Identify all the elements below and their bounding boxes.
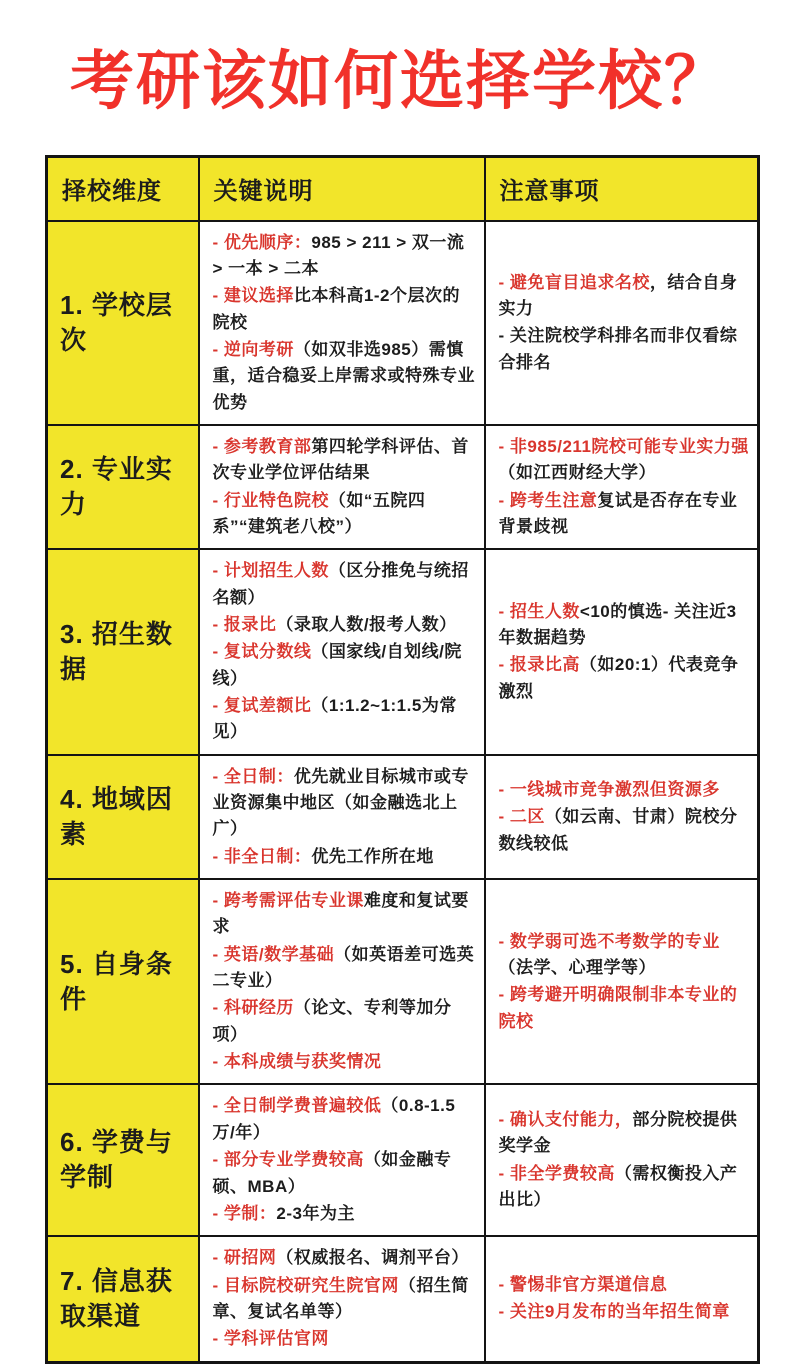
- dimension-cell: 6. 学费与学制: [47, 1084, 199, 1236]
- table-row: [47, 221, 759, 425]
- key-explanation-cell: [199, 549, 485, 754]
- dimension-cell: 5. 自身条件: [47, 879, 199, 1084]
- highlight-text: - 计划招生人数: [212, 561, 329, 581]
- cautions-cell: [485, 549, 759, 754]
- highlight-text: - 学科评估官网: [212, 1329, 329, 1349]
- bullet-item: [499, 323, 750, 376]
- highlight-text: - 参考教育部: [212, 436, 312, 456]
- body-text: 部分院校提供奖学金: [498, 1110, 738, 1156]
- highlight-text: - 招生人数: [498, 601, 580, 621]
- bullet-item: [499, 1299, 750, 1325]
- body-text: 优先就业目标城市或专业资源集中地区（如金融选北上广）: [212, 766, 469, 839]
- bullet-item: [499, 929, 750, 982]
- highlight-text: - 研招网: [212, 1248, 277, 1268]
- cautions-cell: [485, 1236, 759, 1362]
- body-text: （1:1.2~1:1.5为常见）: [212, 696, 457, 742]
- highlight-text: - 避免盲目追求名校: [498, 272, 650, 292]
- body-text: 比本科高1-2个层次的院校: [212, 286, 460, 332]
- table-row: [47, 755, 759, 879]
- body-text: <10的慎选- 关注近3年数据趋势: [498, 601, 737, 648]
- bullet-item: [499, 270, 750, 323]
- highlight-text: - 二区: [498, 807, 545, 827]
- bullet-item: [213, 844, 476, 870]
- highlight-text: - 复试分数线: [212, 642, 312, 662]
- highlight-text: - 复试差额比: [212, 696, 312, 715]
- bullet-item: [499, 652, 750, 705]
- key-explanation-cell: [199, 221, 485, 425]
- highlight-text: - 确认支付能力，: [498, 1110, 633, 1130]
- highlight-text: - 警惕非官方渠道信息: [498, 1275, 668, 1295]
- bullet-item: [213, 1049, 476, 1075]
- body-text: 第四轮学科评估、首次专业学位评估结果: [212, 436, 469, 483]
- body-text: ，结合自身实力: [498, 272, 738, 318]
- highlight-text: - 学制：: [212, 1203, 277, 1223]
- bullet-item: [213, 995, 476, 1048]
- dimension-cell: 3. 招生数据: [47, 549, 199, 754]
- highlight-text: - 行业特色院校: [212, 490, 329, 510]
- body-text: （如双非选985）需慎重，适合稳妥上岸需求或特殊专业优势: [212, 339, 475, 412]
- table-row: [47, 549, 759, 754]
- header-cautions: 注意事项: [485, 157, 759, 221]
- body-text: （如江西财经大学）: [498, 463, 656, 483]
- highlight-text: - 非全学费较高: [498, 1163, 615, 1183]
- dimension-cell: 2. 专业实力: [47, 425, 199, 549]
- page-title: 考研该如何选择学校？: [70, 45, 730, 117]
- bullet-item: [213, 764, 476, 843]
- bullet-item: [213, 1147, 476, 1200]
- highlight-text: - 报录比: [212, 614, 277, 634]
- key-explanation-cell: [199, 755, 485, 879]
- dimension-cell: 1. 学校层次: [47, 221, 199, 425]
- cautions-cell: [485, 221, 759, 425]
- bullet-item: [213, 693, 476, 746]
- bullet-item: [499, 599, 750, 652]
- bullet-item: [213, 1201, 476, 1227]
- bullet-item: [213, 337, 476, 416]
- bullet-item: [213, 558, 476, 611]
- highlight-text: - 关注9月发布的当年招生简章: [498, 1302, 730, 1322]
- table-header-row: [47, 157, 759, 221]
- bullet-item: [213, 1245, 476, 1271]
- body-text: （如英语差可选英二专业）: [212, 944, 475, 991]
- bullet-item: [213, 488, 476, 541]
- body-text: （如20:1）代表竞争激烈: [498, 655, 739, 701]
- body-text: （权威报名、调剂平台）: [276, 1248, 469, 1268]
- bullet-item: [499, 1272, 750, 1298]
- bullet-item: [499, 804, 750, 857]
- bullet-item: [213, 639, 476, 692]
- bullet-item: [213, 942, 476, 995]
- bullet-item: [213, 1326, 476, 1352]
- body-text: 优先工作所在地: [311, 846, 434, 866]
- cautions-cell: [485, 879, 759, 1084]
- key-explanation-cell: [199, 1236, 485, 1362]
- highlight-text: - 科研经历: [212, 998, 294, 1018]
- table-row: [47, 425, 759, 549]
- bullet-item: [213, 1273, 476, 1326]
- key-explanation-cell: [199, 425, 485, 549]
- body-text: 985 > 211 > 双一流 > 一本 > 二本: [212, 232, 465, 278]
- highlight-text: - 英语/数学基础: [212, 944, 335, 964]
- body-text: （论文、专利等加分项）: [212, 998, 452, 1044]
- highlight-text: - 跨考需评估专业课: [212, 891, 364, 911]
- bullet-item: [499, 488, 750, 541]
- highlight-text: - 报录比高: [498, 655, 580, 675]
- body-text: （录取人数/报考人数）: [276, 614, 457, 634]
- bullet-item: [213, 1093, 476, 1146]
- body-text: （法学、心理学等）: [498, 957, 656, 977]
- highlight-text: - 跨考避开明确限制非本专业的院校: [498, 985, 738, 1031]
- cautions-cell: [485, 1084, 759, 1236]
- body-text: （0.8-1.5万/年）: [212, 1096, 456, 1142]
- table-row: [47, 879, 759, 1084]
- body-text: （如金融专硕、MBA）: [212, 1150, 452, 1196]
- body-text: 2-3年为主: [276, 1203, 355, 1223]
- highlight-text: - 全日制学费普遍较低: [212, 1096, 382, 1116]
- body-text: （如“五院四系”“建筑老八校”）: [212, 490, 426, 536]
- table-body: [47, 221, 759, 1363]
- table-row: [47, 1084, 759, 1236]
- bullet-item: [499, 1107, 750, 1160]
- highlight-text: - 跨考生注意: [498, 490, 598, 510]
- highlight-text: - 建议选择: [212, 286, 294, 306]
- bullet-item: [213, 283, 476, 336]
- highlight-text: - 非985/211院校可能专业实力强: [498, 436, 749, 456]
- bullet-item: [499, 1161, 750, 1214]
- bullet-item: [499, 777, 750, 803]
- dimension-cell: 7. 信息获取渠道: [47, 1236, 199, 1362]
- highlight-text: - 全日制：: [212, 766, 294, 786]
- body-text: （区分推免与统招名额）: [212, 561, 469, 607]
- table-row: [47, 1236, 759, 1362]
- bullet-item: [499, 982, 750, 1035]
- bullet-item: [499, 434, 750, 487]
- key-explanation-cell: [199, 879, 485, 1084]
- highlight-text: - 非全日制：: [212, 846, 312, 866]
- body-text: （需权衡投入产出比）: [498, 1163, 738, 1210]
- highlight-text: - 优先顺序：: [212, 232, 312, 252]
- bullet-item: [213, 612, 476, 638]
- highlight-text: - 一线城市竞争激烈但资源多: [498, 779, 720, 799]
- body-text: 复试是否存在专业背景歧视: [498, 490, 738, 536]
- body-text: 难度和复试要求: [212, 891, 469, 937]
- school-selection-table: [45, 155, 760, 1364]
- bullet-item: [213, 230, 476, 283]
- highlight-text: - 本科成绩与获奖情况: [212, 1052, 382, 1072]
- cautions-cell: [485, 425, 759, 549]
- body-text: （如云南、甘肃）院校分数线较低: [498, 807, 738, 853]
- highlight-text: - 数学弱可选不考数学的专业: [498, 931, 720, 951]
- dimension-cell: 4. 地域因素: [47, 755, 199, 879]
- highlight-text: - 部分专业学费较高: [212, 1150, 364, 1170]
- bullet-item: [213, 434, 476, 487]
- bullet-item: [213, 888, 476, 941]
- header-key-explanation: 关键说明: [199, 157, 485, 221]
- cautions-cell: [485, 755, 759, 879]
- highlight-text: - 目标院校研究生院官网: [212, 1275, 399, 1295]
- key-explanation-cell: [199, 1084, 485, 1236]
- highlight-text: - 逆向考研: [212, 339, 294, 359]
- body-text: （招生简章、复试名单等）: [212, 1275, 469, 1321]
- body-text: - 关注院校学科排名而非仅看综合排名: [498, 326, 738, 372]
- body-text: （国家线/自划线/院线）: [212, 642, 462, 688]
- header-dimension: 择校维度: [47, 157, 199, 221]
